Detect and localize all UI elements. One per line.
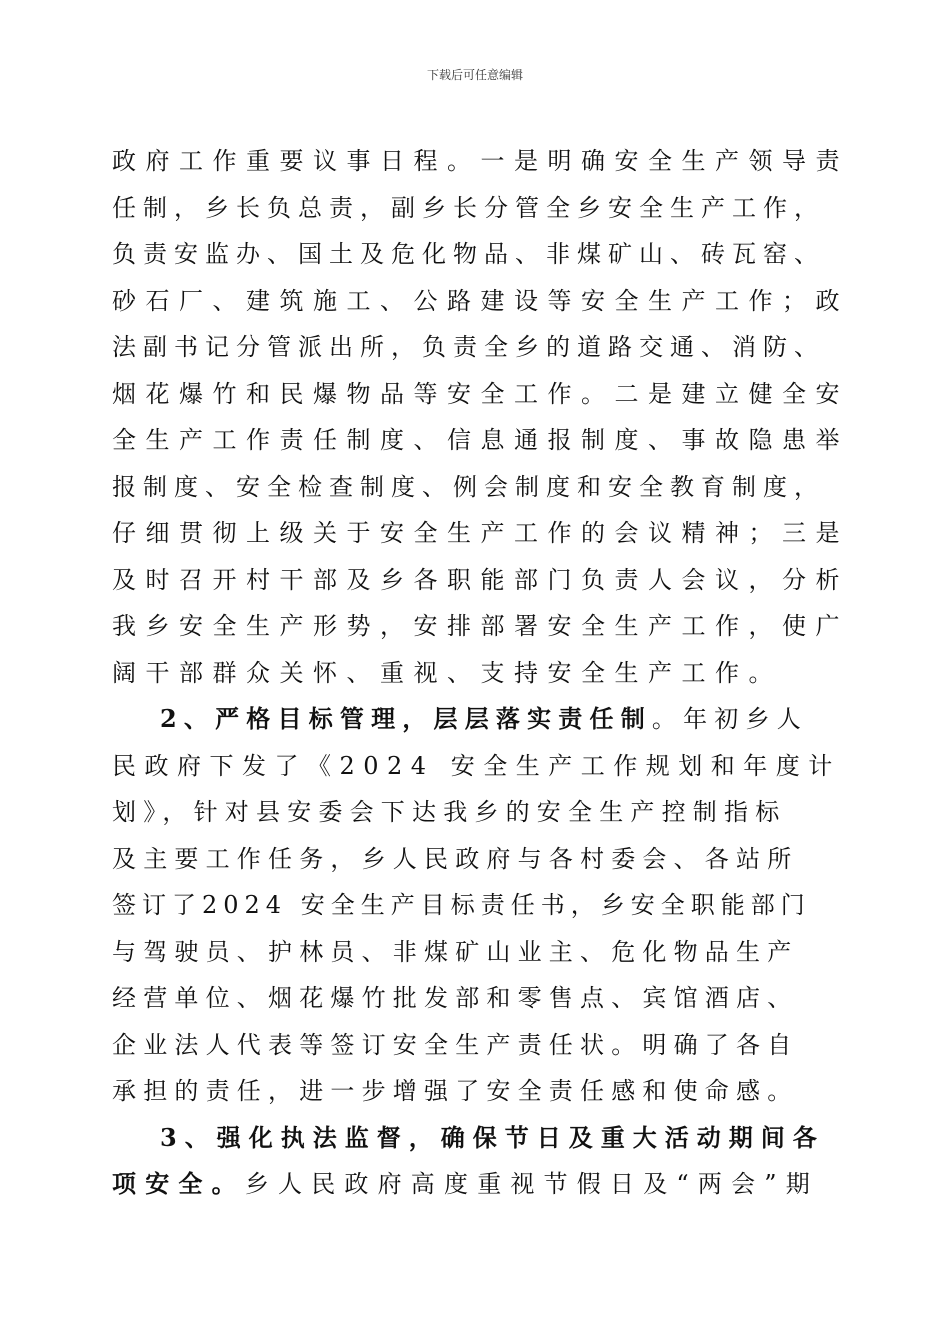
text-line: 经营单位、烟花爆竹批发部和零售点、宾馆酒店、 xyxy=(112,984,799,1012)
text-line: 报制度、安全检查制度、例会制度和安全教育制度， xyxy=(112,472,825,501)
text-line: 我乡安全生产形势，安排部署安全生产工作，使广 xyxy=(112,612,849,640)
text-line: 烟花爆竹和民爆物品等安全工作。二是建立健全安 xyxy=(112,379,849,408)
text-line: 民政府下发了《2024 安全生产工作规划和年度计 xyxy=(112,751,841,780)
text-line: 阔干部群众关怀、重视、支持安全生产工作。 xyxy=(112,658,782,687)
text-line: 及主要工作任务，乡人民政府与各村委会、各站所 xyxy=(112,844,799,873)
text-line: 法副书记分管派出所，负责全乡的道路交通、消防、 xyxy=(112,333,825,361)
paragraph-3-line-2 xyxy=(112,1161,872,1208)
paragraph-2-heading-rest: 。年初乡人 xyxy=(651,705,808,733)
text-line: 负责安监办、国土及危化物品、非煤矿山、砖瓦窑、 xyxy=(112,240,825,268)
text-line: 承担的责任，进一步增强了安全责任感和使命感。 xyxy=(112,1077,799,1105)
text-line: 及时召开村干部及乡各职能部门负责人会议，分析 xyxy=(112,565,849,594)
paragraph-2 xyxy=(112,743,872,1115)
paragraph-2-heading: 2、严格目标管理，层层落实责任制 xyxy=(160,704,652,733)
text-line: 企业法人代表等签订安全生产责任状。明确了各自 xyxy=(112,1030,799,1059)
paragraph-1 xyxy=(112,138,872,696)
text-line: 全生产工作责任制度、信息通报制度、事故隐患举 xyxy=(112,426,849,454)
document-body xyxy=(112,138,872,1208)
text-line: 签订了2024 安全生产目标责任书，乡安全职能部门 xyxy=(112,891,811,919)
text-line: 任制，乡长负总责，副乡长分管全乡安全生产工作， xyxy=(112,193,825,222)
text-line: 政府工作重要议事日程。一是明确安全生产领导责 xyxy=(112,147,849,175)
text-line: 仔细贯彻上级关于安全生产工作的会议精神；三是 xyxy=(112,519,849,547)
paragraph-3-heading-end: 项安全。 xyxy=(112,1169,245,1198)
paragraph-2-heading-line xyxy=(112,696,872,743)
paragraph-3-heading: 3、强化执法监督，确保节日及重大活动期间各 xyxy=(160,1122,825,1152)
text-line: 与驾驶员、护林员、非煤矿山业主、危化物品生产 xyxy=(112,937,799,966)
text-line: 划》，针对县安委会下达我乡的安全生产控制指标 xyxy=(112,798,787,826)
text-line: 砂石厂、建筑施工、公路建设等安全生产工作；政 xyxy=(112,286,849,315)
paragraph-3-text: 乡人民政府高度重视节假日及“两会”期 xyxy=(244,1170,819,1198)
page-header-note: 下载后可任意编辑 xyxy=(426,68,523,82)
